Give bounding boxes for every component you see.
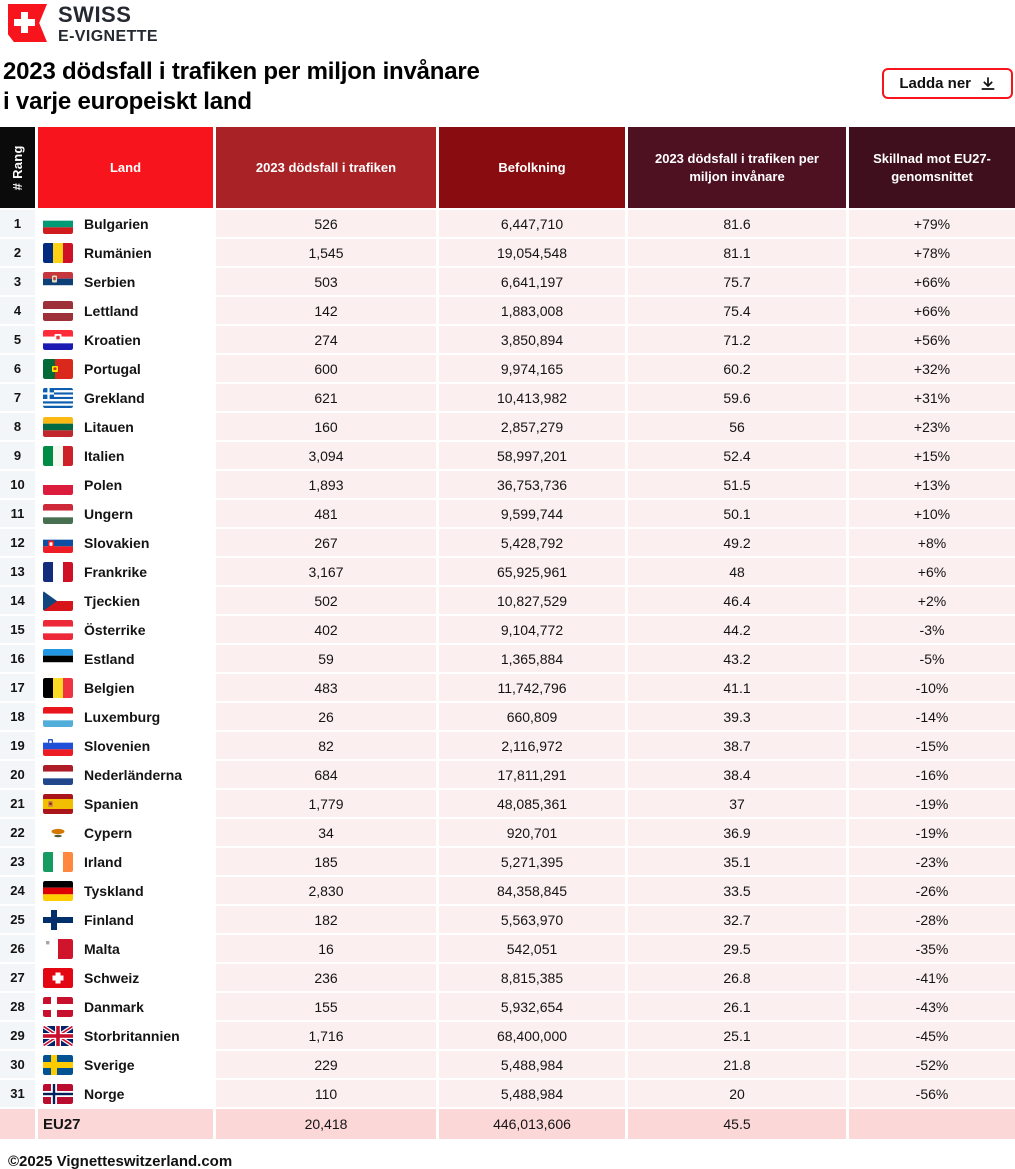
country-cell xyxy=(38,384,213,411)
rate-cell: 81.6 xyxy=(628,210,846,237)
country-cell xyxy=(38,326,213,353)
country-name: Nederländerna xyxy=(84,766,183,783)
rate-cell: 71.2 xyxy=(628,326,846,353)
diff-cell: +10% xyxy=(849,500,1015,527)
country-cell xyxy=(38,877,213,904)
country-name: Kroatien xyxy=(84,331,141,348)
flag-icon-Estland xyxy=(43,649,73,669)
diff-cell: -16% xyxy=(849,761,1015,788)
rank-cell: 17 xyxy=(0,674,35,701)
rank-cell: 21 xyxy=(0,790,35,817)
deaths-cell: 2,830 xyxy=(216,877,436,904)
country-name: Slovakien xyxy=(84,534,150,551)
deaths-cell: 182 xyxy=(216,906,436,933)
population-cell: 36,753,736 xyxy=(439,471,625,498)
flag-icon-Kroatien xyxy=(43,330,73,350)
deaths-cell: 142 xyxy=(216,297,436,324)
country-cell xyxy=(38,616,213,643)
population-cell: 1,883,008 xyxy=(439,297,625,324)
rank-cell: 13 xyxy=(0,558,35,585)
flag-icon-Danmark xyxy=(43,997,73,1017)
diff-cell: -41% xyxy=(849,964,1015,991)
deaths-cell: 684 xyxy=(216,761,436,788)
column-header-rate: 2023 dödsfall i trafiken per miljon invånare xyxy=(628,127,846,208)
flag-icon-Nederländerna xyxy=(43,765,73,785)
rate-cell: 33.5 xyxy=(628,877,846,904)
population-cell: 542,051 xyxy=(439,935,625,962)
country-name: Storbritannien xyxy=(84,1027,180,1044)
flag-icon-Bulgarien xyxy=(43,214,73,234)
deaths-cell: 503 xyxy=(216,268,436,295)
country-cell xyxy=(38,993,213,1020)
flag-icon-Litauen xyxy=(43,417,73,437)
rate-cell: 39.3 xyxy=(628,703,846,730)
population-cell: 11,742,796 xyxy=(439,674,625,701)
country-name: Grekland xyxy=(84,389,145,406)
rank-cell: 20 xyxy=(0,761,35,788)
population-cell: 17,811,291 xyxy=(439,761,625,788)
diff-cell: -15% xyxy=(849,732,1015,759)
population-cell: 5,488,984 xyxy=(439,1080,625,1107)
title-line1: 2023 dödsfall i trafiken per miljon invånare xyxy=(3,58,480,85)
rate-cell: 38.4 xyxy=(628,761,846,788)
flag-icon-Finland xyxy=(43,910,73,930)
rank-cell: 16 xyxy=(0,645,35,672)
population-cell: 65,925,961 xyxy=(439,558,625,585)
diff-cell: +2% xyxy=(849,587,1015,614)
column-header-deaths: 2023 dödsfall i trafiken xyxy=(216,127,436,208)
country-cell xyxy=(38,1051,213,1078)
country-name: Danmark xyxy=(84,998,144,1015)
rate-cell: 44.2 xyxy=(628,616,846,643)
deaths-cell: 59 xyxy=(216,645,436,672)
column-header-rang: # Rang xyxy=(0,127,35,208)
country-name: Malta xyxy=(84,940,120,957)
population-cell: 10,413,982 xyxy=(439,384,625,411)
column-header-diff: Skillnad mot EU27-genomsnittet xyxy=(849,127,1015,208)
summary-population-cell: 446,013,606 xyxy=(439,1109,625,1139)
deaths-cell: 236 xyxy=(216,964,436,991)
rank-cell: 5 xyxy=(0,326,35,353)
rate-cell: 43.2 xyxy=(628,645,846,672)
population-cell: 6,447,710 xyxy=(439,210,625,237)
summary-rank-cell xyxy=(0,1109,35,1139)
country-name: Norge xyxy=(84,1085,125,1102)
population-cell: 10,827,529 xyxy=(439,587,625,614)
country-name: Österrike xyxy=(84,621,146,638)
rank-cell: 30 xyxy=(0,1051,35,1078)
country-name: Ungern xyxy=(84,505,133,522)
population-cell: 660,809 xyxy=(439,703,625,730)
rate-cell: 37 xyxy=(628,790,846,817)
country-cell xyxy=(38,848,213,875)
download-button-label: Ladda ner xyxy=(899,75,971,92)
diff-cell: -19% xyxy=(849,790,1015,817)
rate-cell: 38.7 xyxy=(628,732,846,759)
logo xyxy=(0,0,1015,45)
country-name: Belgien xyxy=(84,679,135,696)
summary-rate-cell: 45.5 xyxy=(628,1109,846,1139)
summary-diff-cell xyxy=(849,1109,1015,1139)
deaths-cell: 26 xyxy=(216,703,436,730)
country-cell xyxy=(38,703,213,730)
flag-icon-Storbritannien xyxy=(43,1026,73,1046)
deaths-cell: 483 xyxy=(216,674,436,701)
rate-cell: 26.8 xyxy=(628,964,846,991)
flag-icon-Tjeckien xyxy=(43,591,73,611)
country-name: Frankrike xyxy=(84,563,148,580)
flag-icon-Luxemburg xyxy=(43,707,73,727)
rate-cell: 20 xyxy=(628,1080,846,1107)
population-cell: 3,850,894 xyxy=(439,326,625,353)
population-cell: 6,641,197 xyxy=(439,268,625,295)
rate-cell: 60.2 xyxy=(628,355,846,382)
flag-icon-Polen xyxy=(43,475,73,495)
country-cell xyxy=(38,645,213,672)
rate-cell: 21.8 xyxy=(628,1051,846,1078)
rate-cell: 52.4 xyxy=(628,442,846,469)
deaths-cell: 3,167 xyxy=(216,558,436,585)
rank-cell: 4 xyxy=(0,297,35,324)
rank-cell: 8 xyxy=(0,413,35,440)
rank-cell: 28 xyxy=(0,993,35,1020)
deaths-cell: 16 xyxy=(216,935,436,962)
diff-cell: +6% xyxy=(849,558,1015,585)
country-cell xyxy=(38,413,213,440)
rank-cell: 14 xyxy=(0,587,35,614)
download-icon xyxy=(980,76,996,92)
summary-label-cell: EU27 xyxy=(38,1109,213,1139)
rate-cell: 81.1 xyxy=(628,239,846,266)
rank-cell: 31 xyxy=(0,1080,35,1107)
country-cell xyxy=(38,442,213,469)
flag-icon-Ungern xyxy=(43,504,73,524)
rank-cell: 26 xyxy=(0,935,35,962)
flag-icon-Rumänien xyxy=(43,243,73,263)
deaths-cell: 502 xyxy=(216,587,436,614)
rank-cell: 9 xyxy=(0,442,35,469)
country-name: Luxemburg xyxy=(84,708,161,725)
population-cell: 58,997,201 xyxy=(439,442,625,469)
rate-cell: 46.4 xyxy=(628,587,846,614)
population-cell: 9,104,772 xyxy=(439,616,625,643)
population-cell: 2,857,279 xyxy=(439,413,625,440)
rank-cell: 27 xyxy=(0,964,35,991)
deaths-cell: 526 xyxy=(216,210,436,237)
title-line2: i varje europeiskt land xyxy=(3,88,252,115)
diff-cell: +31% xyxy=(849,384,1015,411)
country-cell xyxy=(38,819,213,846)
flag-icon-Belgien xyxy=(43,678,73,698)
deaths-cell: 185 xyxy=(216,848,436,875)
swiss-flag-icon xyxy=(8,4,47,42)
population-cell: 920,701 xyxy=(439,819,625,846)
country-name: Lettland xyxy=(84,302,139,319)
country-cell xyxy=(38,761,213,788)
rank-cell: 12 xyxy=(0,529,35,556)
rate-cell: 41.1 xyxy=(628,674,846,701)
flag-icon-Lettland xyxy=(43,301,73,321)
rate-cell: 25.1 xyxy=(628,1022,846,1049)
deaths-cell: 229 xyxy=(216,1051,436,1078)
copyright-text: ©2025 Vignetteswitzerland.com xyxy=(8,1153,233,1169)
deaths-cell: 267 xyxy=(216,529,436,556)
flag-icon-Frankrike xyxy=(43,562,73,582)
population-cell: 9,599,744 xyxy=(439,500,625,527)
population-cell: 5,488,984 xyxy=(439,1051,625,1078)
rank-cell: 7 xyxy=(0,384,35,411)
country-cell xyxy=(38,935,213,962)
rank-cell: 1 xyxy=(0,210,35,237)
country-cell xyxy=(38,674,213,701)
deaths-cell: 481 xyxy=(216,500,436,527)
column-header-land: Land xyxy=(38,127,213,208)
deaths-cell: 1,545 xyxy=(216,239,436,266)
rank-cell: 29 xyxy=(0,1022,35,1049)
country-cell xyxy=(38,268,213,295)
country-name: Portugal xyxy=(84,360,141,377)
diff-cell: -14% xyxy=(849,703,1015,730)
diff-cell: -19% xyxy=(849,819,1015,846)
country-cell xyxy=(38,790,213,817)
flag-icon-Irland xyxy=(43,852,73,872)
diff-cell: +79% xyxy=(849,210,1015,237)
rate-cell: 51.5 xyxy=(628,471,846,498)
summary-deaths-cell: 20,418 xyxy=(216,1109,436,1139)
country-name: Slovenien xyxy=(84,737,151,754)
deaths-cell: 1,716 xyxy=(216,1022,436,1049)
rate-cell: 26.1 xyxy=(628,993,846,1020)
flag-icon-Italien xyxy=(43,446,73,466)
logo-line2: E-VIGNETTE xyxy=(58,28,159,45)
flag-icon-Grekland xyxy=(43,388,73,408)
flag-icon-Slovakien xyxy=(43,533,73,553)
country-cell xyxy=(38,297,213,324)
flag-icon-Cypern xyxy=(43,823,73,843)
country-cell xyxy=(38,558,213,585)
page-title xyxy=(3,57,480,117)
diff-cell: -35% xyxy=(849,935,1015,962)
deaths-cell: 82 xyxy=(216,732,436,759)
flag-icon-Serbien xyxy=(43,272,73,292)
country-cell xyxy=(38,964,213,991)
diff-cell: -23% xyxy=(849,848,1015,875)
country-name: Irland xyxy=(84,853,123,870)
country-name: Rumänien xyxy=(84,244,152,261)
diff-cell: -5% xyxy=(849,645,1015,672)
country-cell xyxy=(38,906,213,933)
flag-icon-Norge xyxy=(43,1084,73,1104)
rate-cell: 35.1 xyxy=(628,848,846,875)
deaths-cell: 160 xyxy=(216,413,436,440)
flag-icon-Malta xyxy=(43,939,73,959)
diff-cell: -26% xyxy=(849,877,1015,904)
population-cell: 2,116,972 xyxy=(439,732,625,759)
population-cell: 48,085,361 xyxy=(439,790,625,817)
rate-cell: 49.2 xyxy=(628,529,846,556)
deaths-cell: 1,779 xyxy=(216,790,436,817)
rank-cell: 6 xyxy=(0,355,35,382)
population-cell: 5,271,395 xyxy=(439,848,625,875)
population-cell: 5,563,970 xyxy=(439,906,625,933)
country-name: Italien xyxy=(84,447,125,464)
flag-icon-Slovenien xyxy=(43,736,73,756)
diff-cell: +8% xyxy=(849,529,1015,556)
country-cell xyxy=(38,210,213,237)
country-cell xyxy=(38,239,213,266)
rank-cell: 22 xyxy=(0,819,35,846)
country-name: Cypern xyxy=(84,824,133,841)
country-cell xyxy=(38,587,213,614)
rate-cell: 50.1 xyxy=(628,500,846,527)
flag-icon-Österrike xyxy=(43,620,73,640)
data-table xyxy=(0,127,1015,1139)
rank-cell: 19 xyxy=(0,732,35,759)
diff-cell: -10% xyxy=(849,674,1015,701)
rank-cell: 15 xyxy=(0,616,35,643)
rank-cell: 2 xyxy=(0,239,35,266)
country-cell xyxy=(38,1022,213,1049)
population-cell: 5,932,654 xyxy=(439,993,625,1020)
deaths-cell: 3,094 xyxy=(216,442,436,469)
diff-cell: -52% xyxy=(849,1051,1015,1078)
country-name: Estland xyxy=(84,650,135,667)
rate-cell: 29.5 xyxy=(628,935,846,962)
diff-cell: +23% xyxy=(849,413,1015,440)
country-name: Finland xyxy=(84,911,134,928)
diff-cell: +13% xyxy=(849,471,1015,498)
flag-icon-Spanien xyxy=(43,794,73,814)
deaths-cell: 621 xyxy=(216,384,436,411)
flag-icon-Tyskland xyxy=(43,881,73,901)
diff-cell: -45% xyxy=(849,1022,1015,1049)
rate-cell: 48 xyxy=(628,558,846,585)
population-cell: 8,815,385 xyxy=(439,964,625,991)
logo-line1: SWISS xyxy=(58,2,132,27)
logo-text xyxy=(58,4,158,45)
population-cell: 9,974,165 xyxy=(439,355,625,382)
rank-cell: 25 xyxy=(0,906,35,933)
population-cell: 84,358,845 xyxy=(439,877,625,904)
country-name: Sverige xyxy=(84,1056,135,1073)
deaths-cell: 34 xyxy=(216,819,436,846)
diff-cell: -28% xyxy=(849,906,1015,933)
population-cell: 1,365,884 xyxy=(439,645,625,672)
diff-cell: +56% xyxy=(849,326,1015,353)
country-name: Tyskland xyxy=(84,882,144,899)
flag-icon-Portugal xyxy=(43,359,73,379)
population-cell: 68,400,000 xyxy=(439,1022,625,1049)
rate-cell: 56 xyxy=(628,413,846,440)
deaths-cell: 1,893 xyxy=(216,471,436,498)
deaths-cell: 274 xyxy=(216,326,436,353)
population-cell: 19,054,548 xyxy=(439,239,625,266)
rank-cell: 24 xyxy=(0,877,35,904)
rate-cell: 32.7 xyxy=(628,906,846,933)
country-name: Bulgarien xyxy=(84,215,149,232)
rank-cell: 23 xyxy=(0,848,35,875)
country-name: Serbien xyxy=(84,273,136,290)
diff-cell: -3% xyxy=(849,616,1015,643)
diff-cell: -43% xyxy=(849,993,1015,1020)
country-name: Spanien xyxy=(84,795,139,812)
country-name: Tjeckien xyxy=(84,592,141,609)
rank-cell: 18 xyxy=(0,703,35,730)
column-header-population: Befolkning xyxy=(439,127,625,208)
rank-cell: 11 xyxy=(0,500,35,527)
country-cell xyxy=(38,1080,213,1107)
diff-cell: +66% xyxy=(849,297,1015,324)
diff-cell: +32% xyxy=(849,355,1015,382)
country-cell xyxy=(38,471,213,498)
download-button[interactable] xyxy=(882,68,1013,99)
country-cell xyxy=(38,732,213,759)
deaths-cell: 155 xyxy=(216,993,436,1020)
rank-cell: 10 xyxy=(0,471,35,498)
flag-icon-Sverige xyxy=(43,1055,73,1075)
rate-cell: 75.7 xyxy=(628,268,846,295)
country-name: Polen xyxy=(84,476,123,493)
rate-cell: 36.9 xyxy=(628,819,846,846)
diff-cell: +78% xyxy=(849,239,1015,266)
country-cell xyxy=(38,529,213,556)
population-cell: 5,428,792 xyxy=(439,529,625,556)
diff-cell: -56% xyxy=(849,1080,1015,1107)
diff-cell: +66% xyxy=(849,268,1015,295)
country-name: Schweiz xyxy=(84,969,140,986)
diff-cell: +15% xyxy=(849,442,1015,469)
country-cell xyxy=(38,500,213,527)
deaths-cell: 600 xyxy=(216,355,436,382)
rank-cell: 3 xyxy=(0,268,35,295)
rate-cell: 59.6 xyxy=(628,384,846,411)
deaths-cell: 110 xyxy=(216,1080,436,1107)
country-name: Litauen xyxy=(84,418,134,435)
deaths-cell: 402 xyxy=(216,616,436,643)
flag-icon-Schweiz xyxy=(43,968,73,988)
country-cell xyxy=(38,355,213,382)
rate-cell: 75.4 xyxy=(628,297,846,324)
